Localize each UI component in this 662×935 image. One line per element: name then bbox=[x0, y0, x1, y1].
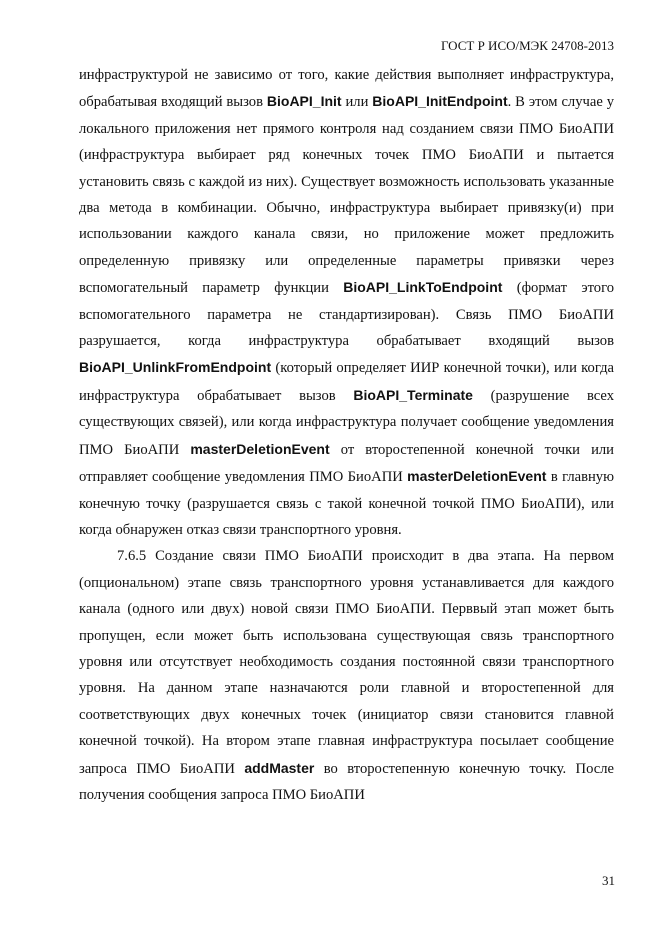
function-name-bioapi-init: BioAPI_Init bbox=[266, 93, 342, 110]
function-name-bioapi-unlinkfromendpoint: BioAPI_UnlinkFromEndpoint bbox=[79, 359, 272, 376]
page-body bbox=[79, 62, 614, 808]
text-run: в главную конечную точку (разрушается связь с такой конечной точкой ПМО БиоАПИ), или когда обнаружен отказ связи транспортного уровня. bbox=[79, 469, 614, 538]
page-number: 31 bbox=[602, 873, 615, 888]
text-run: от второстепенной конечной точки или отправляет сообщение уведомления ПМО БиоАПИ bbox=[79, 441, 614, 486]
text-run: во второстепенную конечную точку. После получения сообщения запроса ПМО БиоАПИ bbox=[79, 760, 614, 803]
text-run: инфраструктурой не зависимо от того, какие действия выполняет инфраструктура, обрабатывая входящий вызов bbox=[79, 67, 614, 111]
text-run: 7.6.5 Создание связи ПМО БиоАПИ происходит в два этапа. На первом (опциональном) этапе связь транспортного уровня устанавливается для каждого канала (одного или двух) новой связи ПМО БиоАПИ. Перввый этап может быть пропущен, если может быть использована существующая связь транспортного уровня или отсутствует необходимость создания постоянной связи транспортного уровня. На данном этапе назначаются роли главной и второстепенной для соответствующих двух конечных точек (инициатор связи становится главной конечной точкой). На втором этапе главная инфраструктура посылает сообщение запроса ПМО БиоАПИ bbox=[79, 548, 614, 777]
paragraph-infrastructure bbox=[79, 62, 614, 543]
event-name-masterdeletionevent: masterDeletionEvent bbox=[407, 468, 547, 485]
text-run: . В этом случае у локального приложения нет прямого контроля над созданием связи ПМО БиоАПИ (инфраструктура выбирает ряд конечных точек ПМО БиоАПИ и пытается установить связь с каждой из них). Существует возможность использовать указанные два метода в комбинации. Обычно, инфраструктура выбирает привязку(и) при использовании каждого канала связи, но приложение может предложить определенную привязку или определенные параметры привязки через вспомогательный параметр функции bbox=[79, 94, 615, 297]
paragraph-7-6-5 bbox=[79, 543, 614, 808]
function-name-bioapi-linktoendpoint: BioAPI_LinkToEndpoint bbox=[343, 279, 503, 296]
function-name-bioapi-terminate: BioAPI_Terminate bbox=[353, 386, 473, 403]
message-name-addmaster: addMaster bbox=[244, 759, 315, 776]
document-header: ГОСТ Р ИСО/МЭК 24708-2013 bbox=[440, 38, 614, 53]
event-name-masterdeletionevent: masterDeletionEvent bbox=[190, 440, 330, 457]
text-run: (формат этого вспомогательного параметра не стандартизирован). Связь ПМО БиоАПИ разрушается, когда инфраструктура обрабатывает входящий вызов bbox=[79, 280, 614, 350]
text-run: (который определяет ИИР конечной точки), или когда инфраструктура обрабатывает вызов bbox=[79, 360, 614, 404]
text-run: или bbox=[341, 94, 373, 111]
text-run: (разрушение всех существующих связей), или когда инфраструктура получает сообщение уведомления ПМО БиоАПИ bbox=[79, 387, 614, 458]
function-name-bioapi-initendpoint: BioAPI_InitEndpoint bbox=[372, 93, 508, 110]
